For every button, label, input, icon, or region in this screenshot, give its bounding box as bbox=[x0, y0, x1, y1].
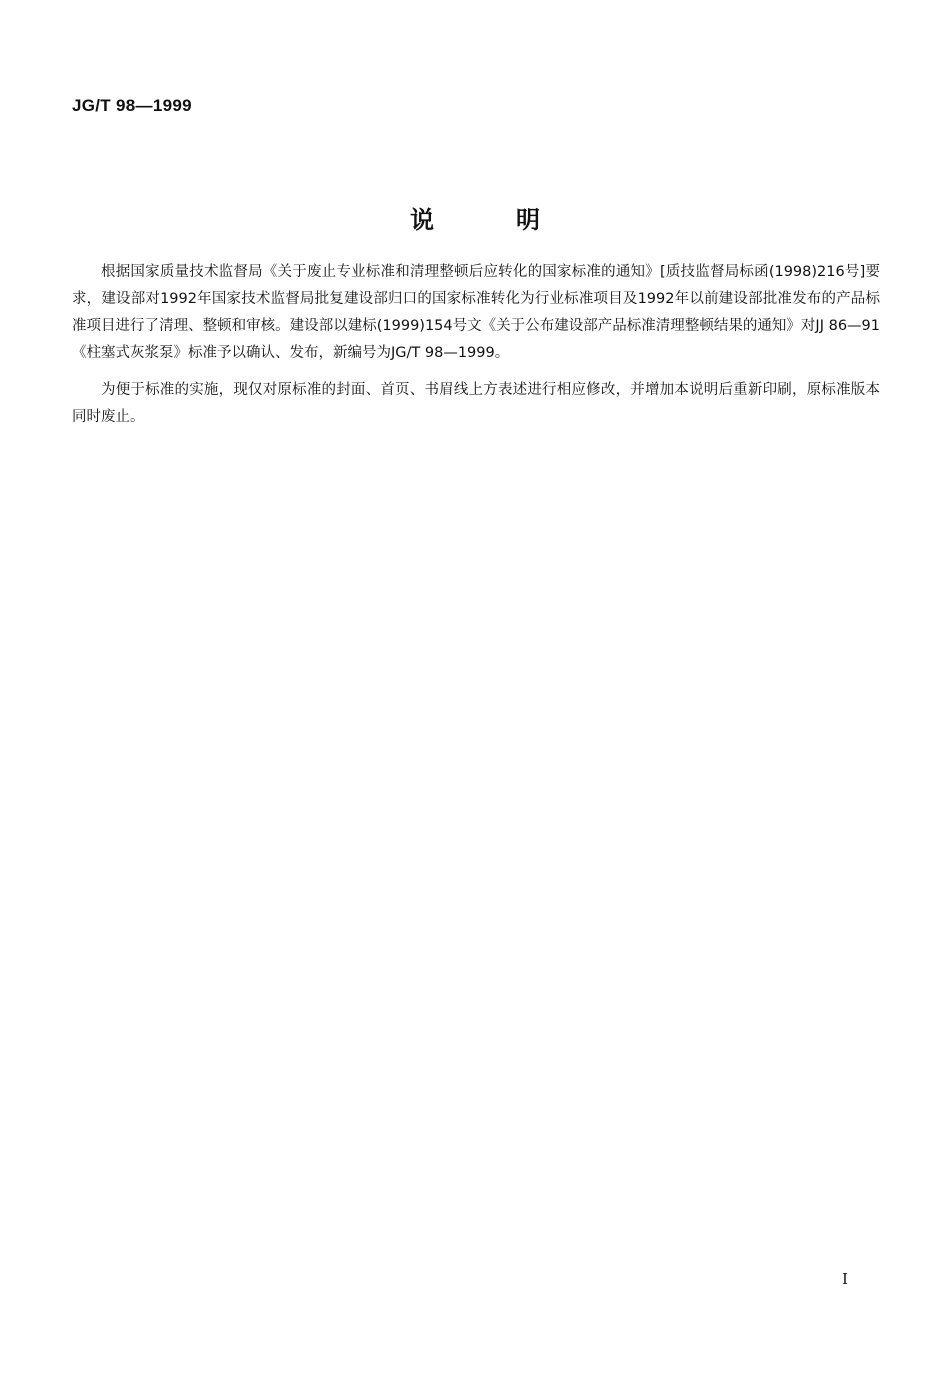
title-char-1: 说 bbox=[410, 206, 434, 234]
paragraph-1: 根据国家质量技术监督局《关于废止专业标准和清理整顿后应转化的国家标准的通知》[质技监督局标函(1998)216号]要求，建设部对1992年国家技术监督局批复建设部归口的国家标准转化为行业标准项目及1992年以前建设部批准发布的产品标准项目进行了清理、整顿和审核。建设部以建标(1999)154号文《关于公布建设部产品标准清理整顿结果的通知》对JJ 86—91《柱塞式灰浆泵》标准予以确认、发布，新编号为JG/T 98—1999。 bbox=[72, 264, 880, 361]
page-title bbox=[0, 200, 950, 235]
title-char-2: 明 bbox=[516, 206, 540, 234]
paragraph-2: 为便于标准的实施，现仅对原标准的封面、首页、书眉线上方表述进行相应修改，并增加本说明后重新印刷，原标准版本同时废止。 bbox=[72, 382, 880, 425]
body-text bbox=[72, 259, 880, 431]
page-number: I bbox=[842, 1270, 848, 1288]
document-code: JG/T 98—1999 bbox=[72, 96, 192, 115]
